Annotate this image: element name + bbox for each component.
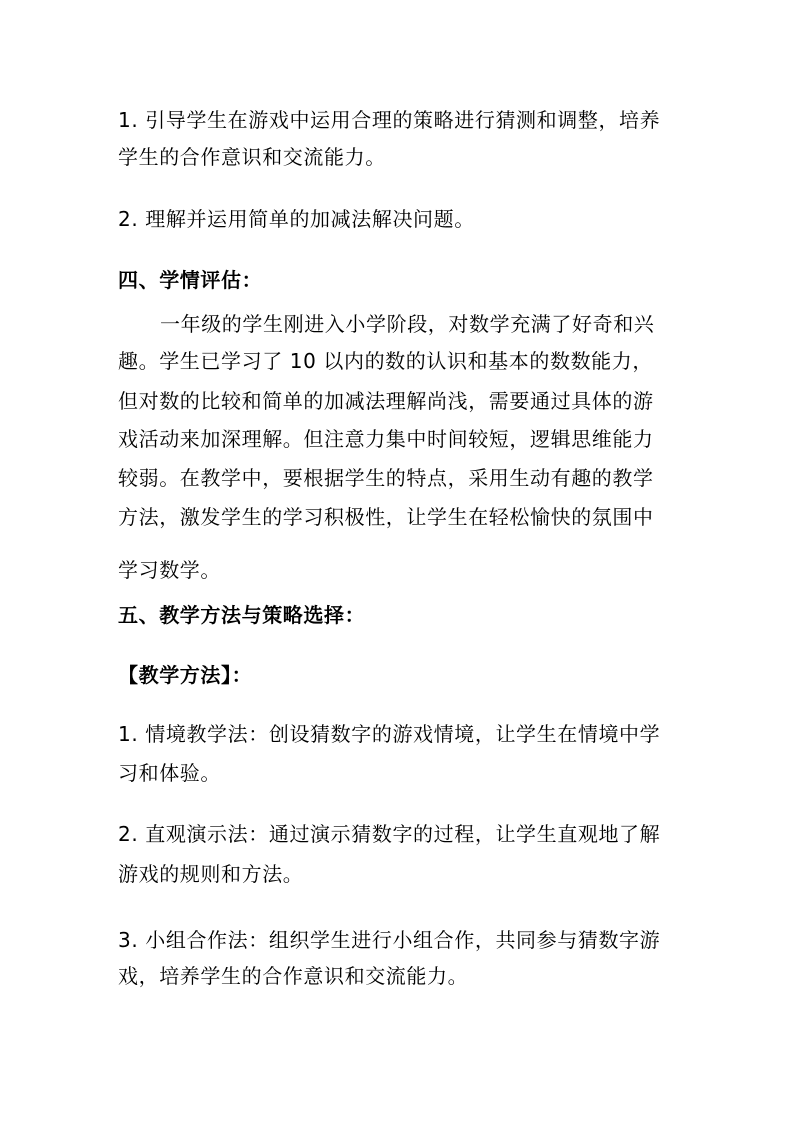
method-1-line-2: 习和体验。 [118,761,221,785]
section-5-heading: 五、教学方法与策略选择： [118,603,366,627]
goal-item-1-line-2: 学生的合作意识和交流能力。 [118,145,386,169]
section-4-paragraph-line: 趣。学生已学习了 10 以内的数的认识和基本的数数能力， [118,349,653,373]
teaching-methods-heading: 【教学方法】： [118,663,253,687]
section-4-heading: 四、学情评估： [118,268,263,292]
section-4-paragraph-line: 一年级的学生刚进入小学阶段，对数学充满了好奇和兴 [160,312,655,336]
method-2-line-1: 2. 直观演示法：通过演示猜数字的过程，让学生直观地了解 [118,822,661,846]
goal-item-1-line-1: 1. 引导学生在游戏中运用合理的策略进行猜测和调整，培养 [118,108,661,132]
method-3-line-2: 戏，培养学生的合作意识和交流能力。 [118,964,469,988]
method-1-line-1: 1. 情境教学法：创设猜数字的游戏情境，让学生在情境中学 [118,722,661,746]
method-2-line-2: 游戏的规则和方法。 [118,862,304,886]
section-4-paragraph-line: 学习数学。 [118,558,221,582]
section-4-paragraph-line: 方法，激发学生的学习积极性，让学生在轻松愉快的氛围中 [118,505,654,529]
method-3-line-1: 3. 小组合作法：组织学生进行小组合作，共同参与猜数字游 [118,928,661,952]
goal-item-2: 2. 理解并运用简单的加减法解决问题。 [118,207,475,231]
section-4-paragraph-line: 较弱。在教学中，要根据学生的特点，采用生动有趣的教学 [118,466,654,490]
section-4-paragraph-line: 但对数的比较和简单的加减法理解尚浅，需要通过具体的游 [118,389,654,413]
section-4-paragraph-line: 戏活动来加深理解。但注意力集中时间较短，逻辑思维能力 [118,427,654,451]
